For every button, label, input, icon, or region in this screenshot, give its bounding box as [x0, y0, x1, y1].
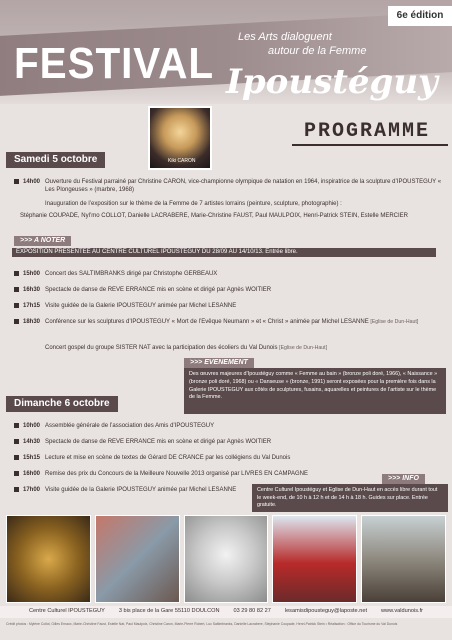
- info-box: Centre Culturel Ipoustéguy et Eglise de Dun-Haut en accès libre durant tout le week-end, de 10 h à 12 h et de 14 h à 18 h. Guides sur place. Entrée gratuite.: [252, 484, 448, 512]
- gallery-photo-painting: [95, 515, 180, 603]
- list-item: [14, 438, 446, 446]
- bullet-icon: [14, 455, 19, 460]
- footer-address: 3 bis place de la Gare 55110 DOULCON: [118, 608, 220, 615]
- bullet-icon: [14, 423, 19, 428]
- list-item: [14, 486, 246, 494]
- gallery-photo-marble: [184, 515, 269, 603]
- item-desc: Spectacle de danse de REVE ERRANCE mis en scène et dirigé par Agnès WOITIER: [45, 439, 272, 445]
- tagline-line2: autour de la Femme: [268, 45, 367, 57]
- list-item: [14, 286, 446, 294]
- festival-title: FESTIVAL: [14, 39, 215, 88]
- item-time: 15h00: [23, 271, 41, 277]
- event-box: Des œuvres majeures d’Ipoustéguy comme « Femme au bain » (bronze poli doré, 1966), « Naissance » (bronze poli doré, 1968) ou « Danseuse » (bronze, 1991) seront exposées pour la première fois dans la Galerie IPOUSTEGUY aux côtés de sculptures, fusains, aquarelles et peintures de l’artiste sur le thème de la Femme.: [184, 368, 446, 414]
- item-time: 16h00: [23, 471, 41, 477]
- list-item: [14, 422, 446, 430]
- item-time: 17h00: [23, 487, 41, 493]
- list-item: [14, 200, 446, 208]
- item-time: 14h30: [23, 439, 41, 445]
- item-desc: Remise des prix du Concours de la Meilleure Nouvelle 2013 organisé par LIVRES EN CAMPAGNE: [45, 471, 309, 477]
- list-item: [20, 212, 452, 220]
- event-tag: >>> EVENEMENT: [184, 358, 254, 368]
- bullet-icon: [14, 179, 19, 184]
- item-place: [Eglise de Dun-Haut]: [370, 319, 419, 325]
- item-text: Conférence sur les sculptures d’IPOUSTEGUY « Mort de l’Evêque Neumann » et « Christ » animée par Michel LESANNE: [45, 319, 369, 325]
- bullet-icon: [14, 439, 19, 444]
- photo-gallery: [6, 515, 446, 603]
- item-desc: Inauguration de l’exposition sur le thème de la Femme de 7 artistes lorrains (peinture, sculpture, photographie) :: [45, 201, 342, 207]
- item-time: 10h00: [23, 423, 41, 429]
- item-desc: [45, 344, 446, 352]
- footer-venue: Centre Culturel IPOUSTEGUY: [29, 608, 105, 615]
- bullet-icon: [14, 271, 19, 276]
- note-tag: >>> A NOTER: [14, 236, 71, 246]
- footer-phone: 03 29 80 82 27: [233, 608, 271, 615]
- programme-heading: PROGRAMME: [304, 120, 431, 143]
- item-time: 17h15: [23, 303, 41, 309]
- photo-caption: Kiki CARON: [168, 158, 196, 164]
- footer-web[interactable]: www.valdunois.fr: [381, 608, 423, 615]
- list-item: [14, 344, 446, 352]
- item-desc: Lecture et mise en scène de textes de Gérard DE CRANCE par les collégiens du Val Dunois: [45, 455, 291, 461]
- gallery-photo-sculpture: [6, 515, 91, 603]
- footer-email[interactable]: lesamisdipousteguy@laposte.net: [284, 608, 368, 615]
- list-item: [14, 318, 446, 326]
- gallery-photo-band: [272, 515, 357, 603]
- artist-list: Stéphanie COUPADE, Nyl’mo COLLOT, Danielle LACRABERE, Marie-Christine FAUST, Paul MAULPOIX, Henri-Patrick STEIN, Estelle MERCIER: [20, 213, 409, 219]
- info-tag: >>> INFO: [382, 474, 425, 484]
- item-time: 18h30: [23, 319, 41, 325]
- item-desc: Visite guidée de la Galerie IPOUSTEGUY animée par Michel LESANNE: [45, 303, 237, 309]
- bullet-icon: [14, 471, 19, 476]
- footer-contact: [0, 606, 452, 618]
- bullet-icon: [14, 319, 19, 324]
- item-place: [Eglise de Dun-Haut]: [279, 345, 328, 351]
- note-text: EXPOSITION PRESENTEE AU CENTRE CULTUREL IPOUSTEGUY DU 28/09 AU 14/10/13. Entrée libre.: [12, 248, 436, 257]
- list-item: [14, 178, 446, 194]
- tagline-line1: Les Arts dialoguent: [238, 31, 332, 43]
- list-item: [14, 270, 446, 278]
- list-item: [14, 302, 446, 310]
- bullet-icon: [14, 303, 19, 308]
- programme-underline: [292, 144, 448, 146]
- photo-credit: Crédit photos : Mylène Collot, Gilles Ernaux, Marie-Christine Faust, Estelle Nat, Paul Maulpoix, Christine Caron, Marie-Pierre Robert, Luc Saltimbranks, Danielle Lacrabere, Stéphanie Coupade, Henri-Patrick Stein • Réalisation : Office du Tourisme du Val Dunois: [6, 622, 398, 626]
- list-item: [14, 454, 446, 462]
- bullet-icon: [14, 487, 19, 492]
- item-desc: Assemblée générale de l’association des Amis d’IPOUSTEGUY: [45, 423, 215, 429]
- bullet-icon: [14, 287, 19, 292]
- item-desc: Ouverture du Festival parrainé par Christine CARON, vice-championne olympique de natation en 1964, inspiratrice de la sculpture d’IPOUSTEGUY « Les Plongeuses » (marbre, 1968): [45, 179, 442, 194]
- item-time: 14h00: [23, 179, 41, 185]
- item-time: 15h15: [23, 455, 41, 461]
- item-text: Concert gospel du groupe SISTER NAT avec la participation des écoliers du Val Dunois: [45, 345, 278, 351]
- item-desc: Spectacle de danse de REVE ERRANCE mis en scène et dirigé par Agnès WOITIER: [45, 287, 272, 293]
- item-desc: Visite guidée de la Galerie IPOUSTEGUY animée par Michel LESANNE: [45, 487, 237, 493]
- gallery-photo-statue: [361, 515, 446, 603]
- item-desc: Concert des SALTIMBRANKS dirigé par Christophe GERBEAUX: [45, 271, 218, 277]
- saturday-label: Samedi 5 octobre: [6, 152, 105, 168]
- ipousteguy-title: Ipoustéguy: [226, 62, 438, 102]
- sunday-label: Dimanche 6 octobre: [6, 396, 118, 412]
- item-desc: [45, 318, 446, 326]
- item-time: 16h30: [23, 287, 41, 293]
- edition-badge: 6e édition: [388, 6, 452, 26]
